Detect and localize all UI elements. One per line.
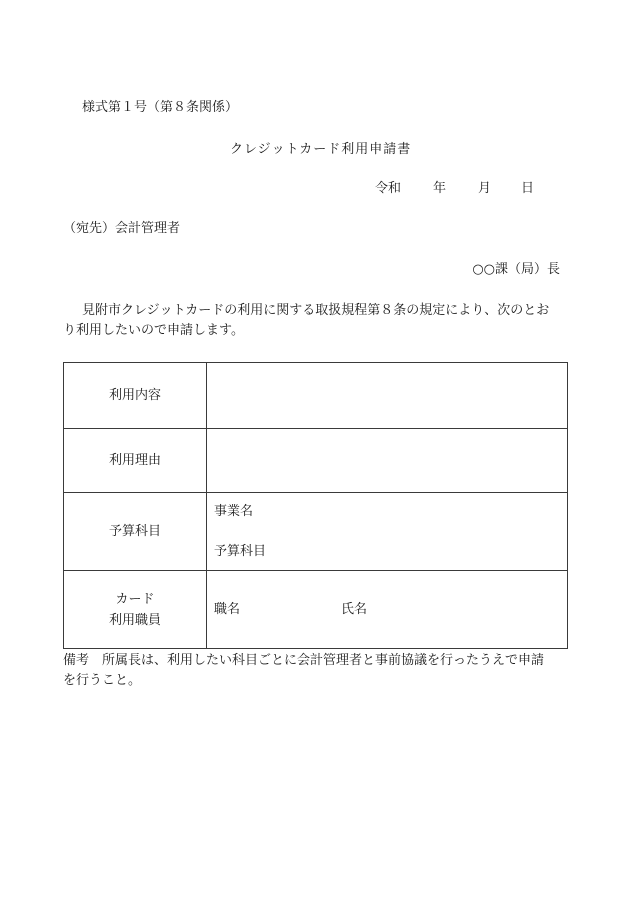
date-era: 令和 <box>375 181 402 196</box>
body-line: り利用したいので申請します。 <box>63 323 244 338</box>
usage-content-value-cell <box>207 363 567 428</box>
card-user-label-line: カード <box>115 591 155 607</box>
table-row-budget-item <box>64 493 567 571</box>
table-label-cell <box>64 571 207 648</box>
budget-item-label: 予算科目 <box>108 524 161 539</box>
usage-reason-label: 利用理由 <box>108 453 161 468</box>
addressee: （宛先）会計管理者 <box>63 221 181 236</box>
note-line: 備考 所属長は、利用したい科目ごとに会計管理者と事前協議を行ったうえで申請 <box>63 653 545 668</box>
applicant: ○○課（局）長 <box>472 262 560 277</box>
card-user-label-line: 利用職員 <box>108 612 161 628</box>
table-row-usage-reason <box>64 429 567 493</box>
job-title-field-label: 職名 <box>214 602 241 617</box>
application-table <box>63 362 568 649</box>
body-line: 見附市クレジットカードの利用に関する取扱規程第８条の規定により、次のとお <box>82 303 550 318</box>
table-row-card-user <box>64 571 567 648</box>
table-label-cell <box>64 493 207 570</box>
note-line: を行うこと。 <box>63 673 142 688</box>
table-label-cell <box>64 363 207 428</box>
card-user-value-cell <box>207 571 567 648</box>
date-year-label: 年 <box>433 181 447 196</box>
form-number: 様式第１号（第８条関係） <box>82 100 239 115</box>
full-name-field-label: 氏名 <box>341 602 368 617</box>
date-month-label: 月 <box>478 181 492 196</box>
date-day-label: 日 <box>521 181 535 196</box>
usage-content-label: 利用内容 <box>108 388 161 403</box>
form-title: クレジットカード利用申請書 <box>230 142 412 157</box>
project-name-field-label: 事業名 <box>214 504 254 519</box>
usage-reason-value-cell <box>207 429 567 492</box>
budget-item-field-label: 予算科目 <box>214 544 267 559</box>
budget-item-value-cell <box>207 493 567 570</box>
table-row-usage-content <box>64 363 567 429</box>
table-label-cell <box>64 429 207 492</box>
